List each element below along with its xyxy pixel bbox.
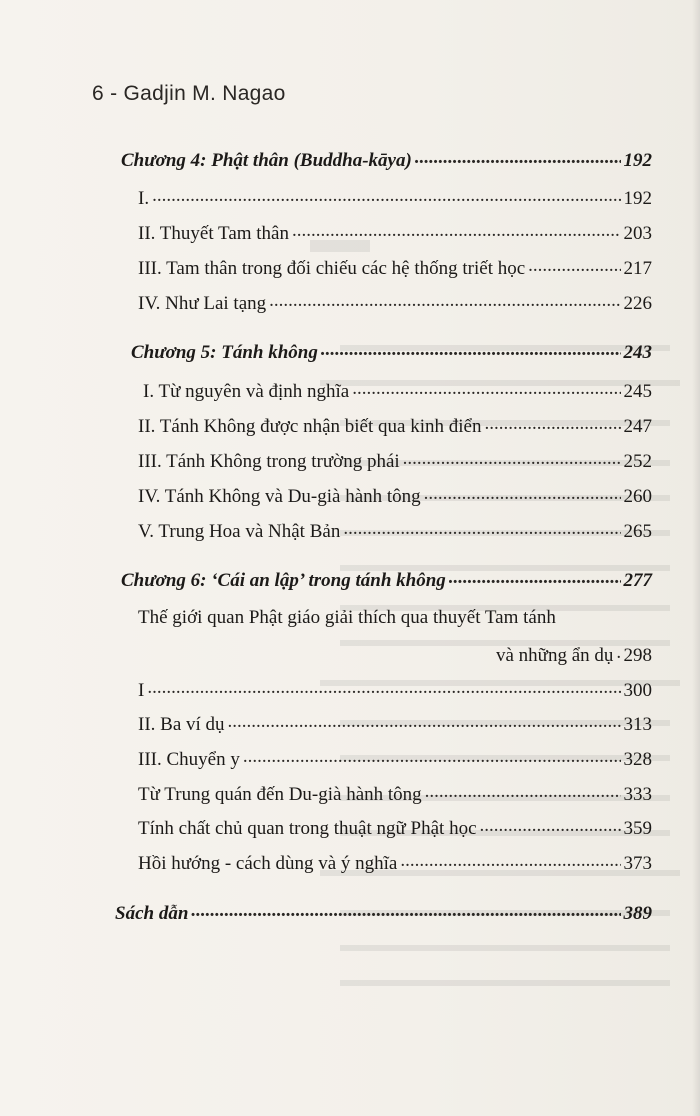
- toc-item-label: Hồi hướng - cách dùng và ý nghĩa: [138, 853, 398, 874]
- dot-leader: [425, 781, 621, 800]
- toc-item-label: II. Tánh Không được nhận biết qua kinh điển: [138, 416, 482, 437]
- toc-item[interactable]: [138, 781, 652, 811]
- toc-page-number: 277: [623, 570, 652, 591]
- toc-page-number: 300: [623, 680, 652, 701]
- toc-chapter-6[interactable]: [121, 567, 652, 597]
- toc-page-number: 265: [623, 521, 652, 542]
- toc-item[interactable]: [496, 642, 652, 672]
- running-head: 6 - Gadjin M. Nagao: [92, 82, 286, 105]
- toc-page-number: 217: [623, 258, 652, 279]
- dot-leader: [484, 413, 620, 432]
- toc-page-number: 192: [623, 150, 652, 171]
- toc-chapter-5[interactable]: [131, 339, 652, 369]
- toc-item-line-1: Thế giới quan Phật giáo giải thích qua thuyết Tam tánh: [138, 607, 556, 628]
- toc-page-number: 260: [623, 486, 652, 507]
- toc-item-label: III. Tam thân trong đối chiếu các hệ thống triết học: [138, 258, 526, 279]
- toc-chapter-label: Chương 6: ‘Cái an lập’ trong tánh không: [121, 570, 446, 591]
- dot-leader: [269, 290, 620, 309]
- toc-page-number: 252: [623, 451, 652, 472]
- page-edge-shadow: [692, 0, 700, 1116]
- toc-item-label: Tính chất chủ quan trong thuật ngữ Phật học: [138, 818, 477, 839]
- dot-leader: [321, 339, 621, 358]
- dot-leader: [243, 746, 621, 765]
- toc-item[interactable]: [138, 290, 652, 320]
- dot-leader: [403, 448, 621, 467]
- toc-page-number: 192: [623, 188, 652, 209]
- toc-page-number: 359: [623, 818, 652, 839]
- toc-item-label: và những ẩn dụ: [496, 645, 614, 666]
- dot-leader: [424, 483, 621, 502]
- toc-chapter-label: Chương 4: Phật thân (Buddha-kāya): [121, 150, 412, 171]
- toc-item[interactable]: [138, 483, 652, 513]
- toc-item[interactable]: [138, 711, 652, 741]
- dot-leader: [343, 518, 620, 537]
- dot-leader: [480, 815, 621, 834]
- toc-item[interactable]: [138, 850, 652, 880]
- toc-item-label: II. Thuyết Tam thân: [138, 223, 289, 244]
- dot-leader: [228, 711, 621, 730]
- toc-item[interactable]: [138, 746, 652, 776]
- toc-chapter-label: Chương 5: Tánh không: [131, 342, 318, 363]
- toc-item[interactable]: [138, 448, 652, 478]
- dot-leader: [415, 147, 621, 166]
- toc-item-label: III. Tánh Không trong trường phái: [138, 451, 400, 472]
- toc-item[interactable]: [138, 815, 652, 845]
- toc-item[interactable]: [138, 518, 652, 548]
- toc-item[interactable]: [138, 220, 652, 250]
- toc-item[interactable]: [138, 255, 652, 285]
- toc-index[interactable]: [115, 900, 652, 930]
- toc-item[interactable]: [138, 185, 652, 215]
- toc-page-number: 313: [623, 714, 652, 735]
- toc-item-label: V. Trung Hoa và Nhật Bản: [138, 521, 341, 542]
- dot-leader: [528, 255, 620, 274]
- dot-leader: [152, 185, 620, 204]
- toc-page-number: 389: [623, 903, 652, 924]
- toc-item-label: IV. Như Lai tạng: [138, 293, 267, 314]
- toc-item[interactable]: [138, 677, 652, 707]
- toc-item-label: I. Từ nguyên và định nghĩa: [143, 381, 350, 402]
- dot-leader: [400, 850, 620, 869]
- toc-page-number: 333: [623, 784, 652, 805]
- toc-page-number: 328: [623, 749, 652, 770]
- toc-item-label: IV. Tánh Không và Du-già hành tông: [138, 486, 421, 507]
- dot-leader: [616, 642, 620, 661]
- dot-leader: [449, 567, 621, 586]
- toc-page-number: 243: [623, 342, 652, 363]
- toc-chapter-label: Sách dẫn: [115, 903, 189, 924]
- toc-item[interactable]: [138, 413, 652, 443]
- toc-chapter-4[interactable]: [121, 147, 652, 177]
- toc-item-label: Từ Trung quán đến Du-già hành tông: [138, 784, 422, 805]
- toc-item[interactable]: [143, 378, 652, 408]
- toc-page-number: 373: [623, 853, 652, 874]
- dot-leader: [191, 900, 620, 919]
- toc-item-label: I.: [138, 188, 150, 209]
- toc-page-number: 298: [623, 645, 652, 666]
- dot-leader: [292, 220, 621, 239]
- toc-page-number: 247: [623, 416, 652, 437]
- dot-leader: [147, 677, 620, 696]
- toc-item-label: I: [138, 680, 145, 701]
- toc-page-number: 245: [623, 381, 652, 402]
- toc-item-label: III. Chuyển y: [138, 749, 240, 770]
- toc-page-number: 203: [623, 223, 652, 244]
- toc-item-label: II. Ba ví dụ: [138, 714, 225, 735]
- toc-page-number: 226: [623, 293, 652, 314]
- dot-leader: [352, 378, 620, 397]
